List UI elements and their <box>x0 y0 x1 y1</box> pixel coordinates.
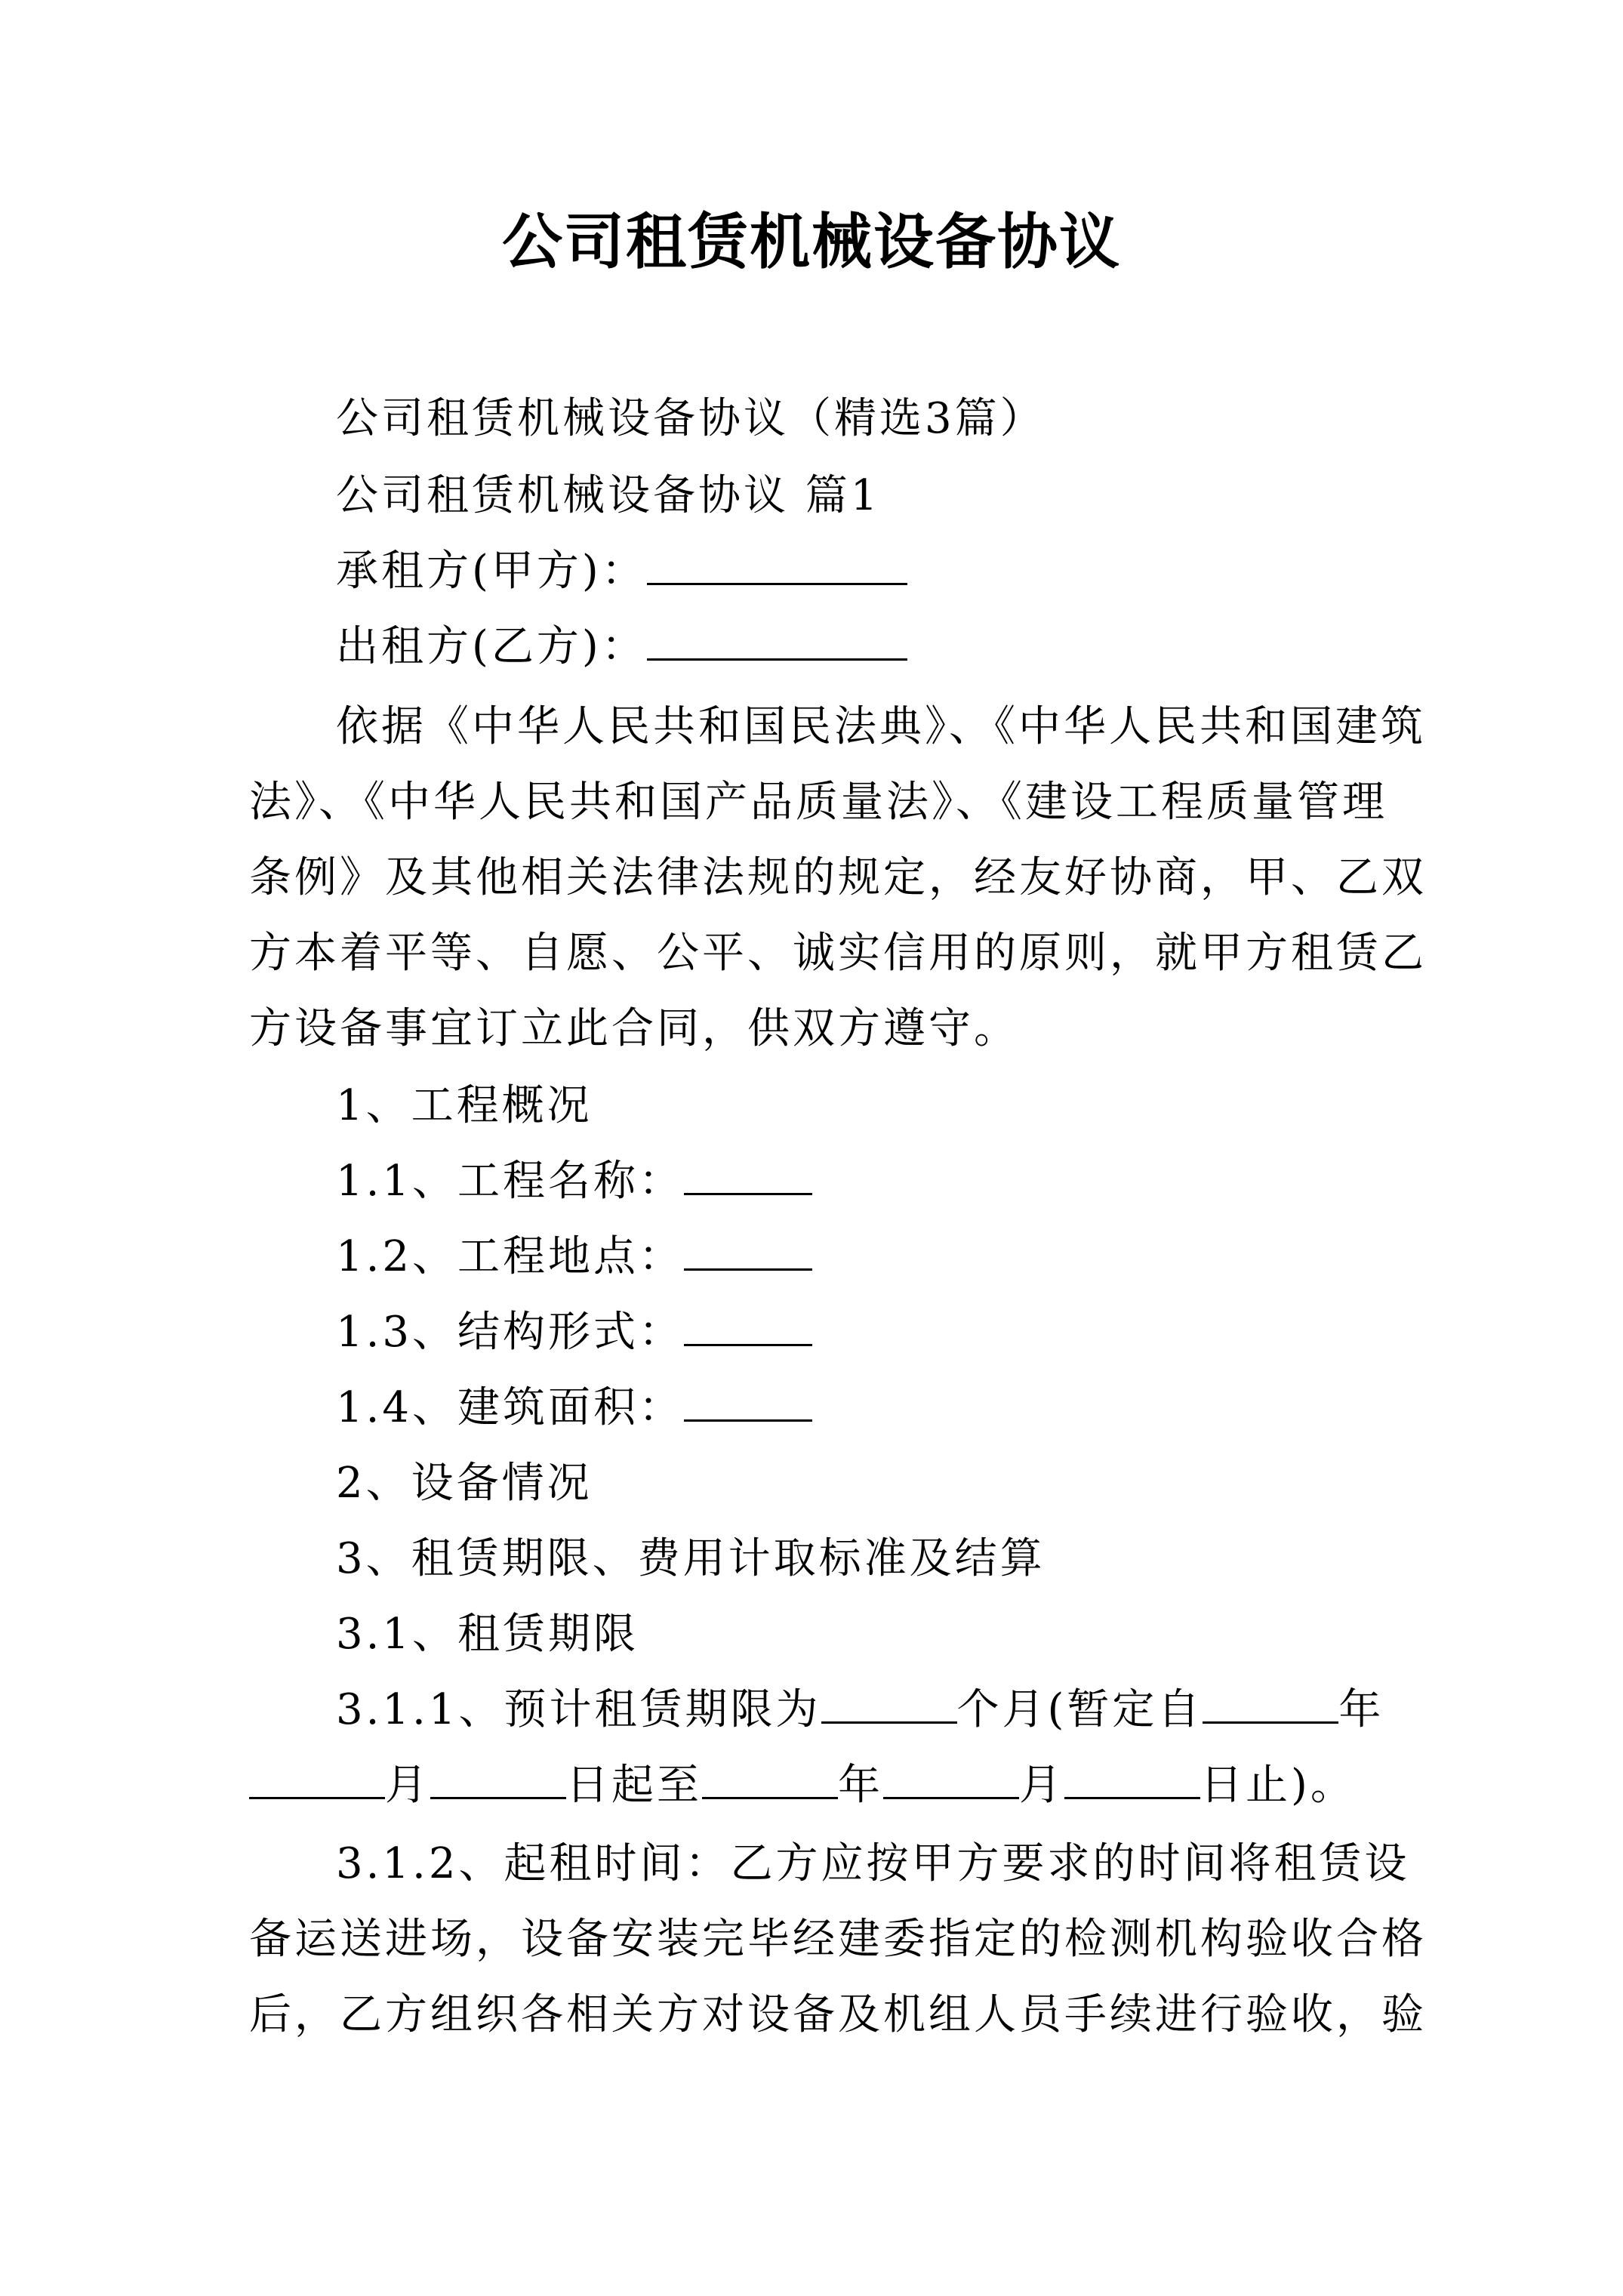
s1-item-area-label: 1.4、建筑面积： <box>336 1383 685 1432</box>
s1-item-location-blank <box>684 1231 812 1271</box>
s31-heading: 3.1、租赁期限 <box>336 1610 639 1659</box>
s312-line-2: 备运送进场，设备安装完毕经建委指定的检测机构验收合格 <box>249 1915 1427 1964</box>
intro-line-3: 条例》及其他相关法律法规的规定，经友好协商，甲、乙双 <box>249 853 1427 902</box>
s311-month1-text: 月 <box>385 1761 430 1810</box>
intro-line-1: 依据《中华人民共和国民法典》、《中华人民共和国建筑 <box>336 702 1426 751</box>
lessee-line <box>336 545 907 598</box>
s311-month2-blank <box>883 1759 1019 1799</box>
lessor-blank <box>647 621 907 661</box>
lessee-blank <box>647 545 907 585</box>
s1-item-structure-blank <box>684 1306 812 1346</box>
s311-months-text: 个月(暂定自 <box>956 1685 1203 1734</box>
s1-item-structure <box>336 1306 812 1359</box>
intro-line-4: 方本着平等、自愿、公平、诚实信用的原则，就甲方租赁乙 <box>249 929 1427 978</box>
subtitle: 公司租赁机械设备协议（精选3篇） <box>336 394 1046 443</box>
s2-heading: 2、设备情况 <box>336 1459 593 1508</box>
s1-heading: 1、工程概况 <box>336 1081 593 1130</box>
intro-line-2: 法》、《中华人民共和国产品质量法》、《建设工程质量管理 <box>249 778 1387 827</box>
intro-line-5: 方设备事宜订立此合同，供双方遵守。 <box>249 1004 1019 1053</box>
s311-month1-blank <box>249 1759 385 1799</box>
document-title: 公司租赁机械设备协议 <box>502 206 1121 277</box>
s312-line-3: 后，乙方组织各相关方对设备及机组人员手续进行验收，验 <box>249 1990 1427 2039</box>
s1-item-name-label: 1.1、工程名称： <box>336 1157 685 1206</box>
s311-day1-blank <box>430 1759 566 1799</box>
s311-year2-blank <box>702 1759 838 1799</box>
s311-year1-text: 年 <box>1338 1685 1384 1734</box>
s311-day2-blank <box>1064 1759 1200 1799</box>
s1-item-name <box>336 1155 812 1208</box>
s1-item-location <box>336 1231 812 1284</box>
s311-year2-text: 年 <box>838 1761 883 1810</box>
s311-line-1 <box>336 1684 1384 1737</box>
s311-months-blank <box>821 1684 957 1724</box>
s311-month2-text: 月 <box>1019 1761 1064 1810</box>
s1-item-area-blank <box>684 1382 812 1422</box>
section-heading: 公司租赁机械设备协议 篇1 <box>336 471 881 520</box>
s311-dayfrom-text: 日起至 <box>566 1761 702 1810</box>
s3-heading: 3、租赁期限、费用计取标准及结算 <box>336 1534 1046 1583</box>
s1-item-area <box>336 1382 812 1435</box>
s311-prefix: 3.1.1、预计租赁期限为 <box>336 1685 821 1734</box>
lessee-label: 承租方(甲方)： <box>336 547 647 596</box>
s1-item-location-label: 1.2、工程地点： <box>336 1232 685 1281</box>
s1-item-name-blank <box>684 1155 812 1195</box>
lessor-line <box>336 621 907 673</box>
s311-dayend-text: 日止)。 <box>1200 1761 1356 1810</box>
s311-line-2 <box>249 1759 1356 1812</box>
s311-year1-blank <box>1203 1684 1338 1724</box>
lessor-label: 出租方(乙方)： <box>336 622 647 671</box>
s1-item-structure-label: 1.3、结构形式： <box>336 1308 685 1357</box>
s312-line-1: 3.1.2、起租时间：乙方应按甲方要求的时间将租赁设 <box>336 1839 1410 1888</box>
